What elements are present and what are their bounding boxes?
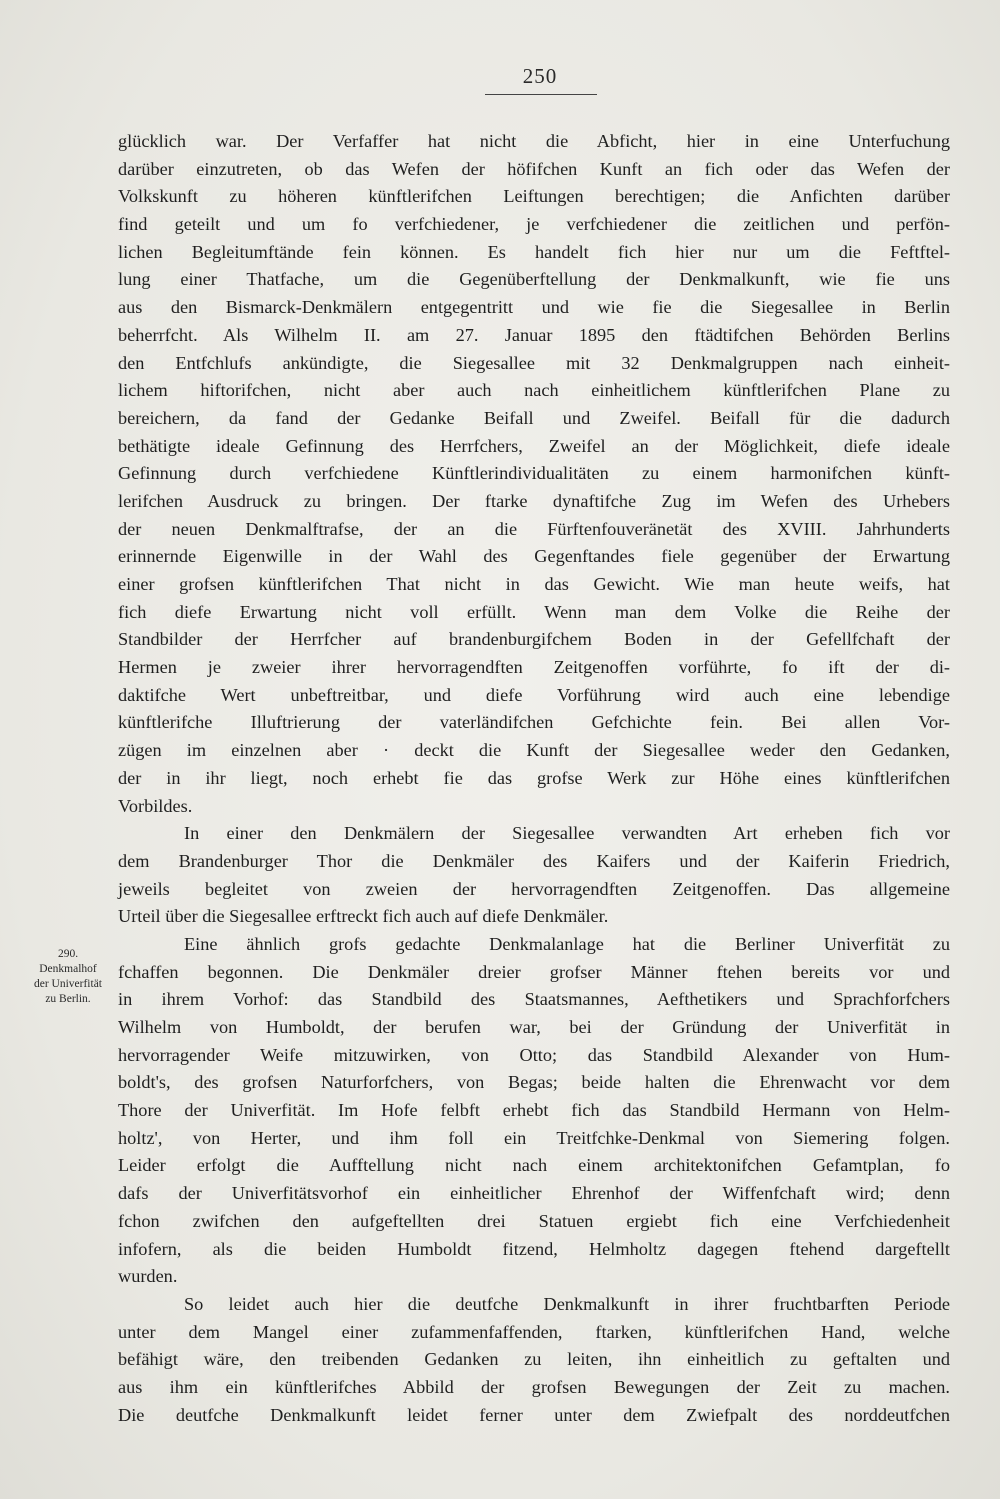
- text-line: So leidet auch hier die deutfche Denkmalkunft in ihrer fruchtbarften Periode: [184, 1293, 950, 1314]
- text-line: erinnernde Eigenwille in der Wahl des Gegenftandes fiele gegenüber der Erwartung: [118, 546, 950, 567]
- text-line: Wilhelm von Humboldt, der berufen war, bei der Gründung der Univerfität in: [118, 1017, 950, 1037]
- text-line: aus den Bismarck-Denkmälern entgegentritt und wie fie die Siegesallee in Berlin: [118, 297, 950, 318]
- text-line: Leider erfolgt die Aufftellung nicht nach einem architektonifchen Gefamtplan, fo: [118, 1155, 950, 1176]
- text-line: Eine ähnlich grofs gedachte Denkmalanlage hat die Berliner Univerfität zu: [184, 933, 950, 954]
- text-line: daktifche Wert unbeftreitbar, und diefe Vorführung wird auch eine lebendige: [118, 684, 950, 705]
- text-line: aus ihm ein künftlerifches Abbild der grofsen Bewegungen der Zeit zu machen.: [118, 1376, 950, 1397]
- text-line: den Entfchlufs ankündigte, die Siegesallee mit 32 Denkmalgruppen nach einheit-: [118, 352, 950, 373]
- text-line: lung einer Thatfache, um die Gegenüberftellung der Denkmalkunft, wie fie uns: [118, 269, 950, 290]
- text-line: Gefinnung durch verfchiedene Künftlerindividualitäten zu einem harmonifchen künft-: [118, 463, 950, 484]
- header-rule: [485, 94, 597, 95]
- text-line: dafs der Univerfitätsvorhof ein einheitlicher Ehrenhof der Wiffenfchaft wird; denn: [118, 1183, 950, 1204]
- marginal-note-line: der Univerfität: [33, 978, 102, 990]
- text-line: lerifchen Ausdruck zu bringen. Der ftarke dynaftifche Zug im Wefen des Urhebers: [118, 490, 950, 511]
- text-line: boldt's, des grofsen Naturforfchers, von Begas; beide halten die Ehrenwacht vor dem: [118, 1072, 950, 1093]
- text-line: fchaffen begonnen. Die Denkmäler dreier grofser Männer ftehen bereits vor und: [118, 961, 950, 982]
- body-text: [118, 128, 950, 1429]
- text-line: jeweils begleitet von zweien der hervorragendften Zeitgenoffen. Das allgemeine: [118, 878, 950, 899]
- text-line: hervorragender Weife mitzuwirken, von Otto; das Standbild Alexander von Hum-: [118, 1044, 950, 1065]
- text-line: lichem hiftorifchen, nicht aber auch nach einheitlichem künftlerifchen Plane zu: [118, 380, 950, 401]
- text-line: Standbilder der Herrfcher auf brandenburgifchem Boden in der Gefellfchaft der: [118, 629, 950, 650]
- marginal-note: [14, 947, 122, 1007]
- text-line: find geteilt und um fo verfchiedener, je verfchiedener die zeitlichen und perfön-: [118, 214, 950, 235]
- text-line: Thore der Univerfität. Im Hofe felbft erhebt fich das Standbild Hermann von Helm-: [118, 1100, 950, 1121]
- text-line: der in ihr liegt, noch erhebt fie das grofse Werk zur Höhe eines künftlerifchen: [118, 767, 950, 788]
- text-line: Volkskunft zu höheren künftlerifchen Leiftungen berechtigen; die Anfichten darüber: [118, 186, 950, 207]
- text-line: Vorbildes.: [118, 795, 193, 816]
- text-line: der neuen Denkmalftrafse, der an die Fürftenfouveränetät des XVIII. Jahrhunderts: [118, 518, 950, 539]
- text-line: einer grofsen künftlerifchen That nicht in das Gewicht. Wie man heute weifs, hat: [118, 574, 950, 594]
- text-line: Hermen je zweier ihrer hervorragendften Zeitgenoffen vorführte, fo ift der di-: [118, 657, 950, 678]
- marginal-note-line: zu Berlin.: [45, 993, 91, 1005]
- text-line: holtz', von Herter, und ihm foll ein Treitfchke-Denkmal von Siemering folgen.: [118, 1127, 950, 1148]
- text-line: infofern, als die beiden Humboldt fitzend, Helmholtz dagegen ftehend dargeftellt: [118, 1238, 950, 1259]
- text-line: bethätigte ideale Gefinnung des Herrfchers, Zweifel an der Möglichkeit, diefe ideale: [118, 435, 950, 456]
- text-line: fich diefe Erwartung nicht voll erfüllt. Wenn man dem Volke die Reihe der: [118, 601, 950, 622]
- text-line: fchon zwifchen den aufgeftellten drei Statuen ergiebt fich eine Verfchiedenheit: [118, 1210, 950, 1231]
- marginal-note-line: Denkmalhof: [39, 963, 97, 975]
- text-line: In einer den Denkmälern der Siegesallee verwandten Art erheben fich vor: [184, 823, 950, 844]
- text-line: zügen im einzelnen aber · deckt die Kunft der Siegesallee weder den Gedanken,: [118, 740, 950, 761]
- text-line: darüber einzutreten, ob das Wefen der höfifchen Kunft an fich oder das Wefen der: [118, 158, 950, 179]
- text-line: lichen Begleitumftände fein können. Es handelt fich hier nur um die Feftftel-: [118, 241, 950, 262]
- text-line: bereichern, da fand der Gedanke Beifall und Zweifel. Beifall für die dadurch: [118, 407, 950, 428]
- text-line: befähigt wäre, den treibenden Gedanken zu leiten, ihn einheitlich zu geftalten und: [118, 1349, 950, 1370]
- text-line: in ihrem Vorhof: das Standbild des Staatsmannes, Aefthetikers und Sprachforfchers: [118, 989, 950, 1010]
- text-line: glücklich war. Der Verfaffer hat nicht die Abficht, hier in eine Unterfuchung: [118, 131, 950, 151]
- text-line: unter dem Mangel einer zufammenfaffenden, ftarken, künftlerifchen Hand, welche: [118, 1321, 950, 1342]
- text-line: wurden.: [118, 1266, 178, 1287]
- page-number: 250: [522, 64, 558, 88]
- text-line: Urteil über die Siegesallee erftreckt fich auch auf diefe Denkmäler.: [118, 906, 609, 927]
- text-line: beherrfcht. Als Wilhelm II. am 27. Januar 1895 den ftädtifchen Behörden Berlins: [118, 324, 950, 345]
- text-line: künftlerifche Illuftrierung der vaterländifchen Gefchichte fein. Bei allen Vor-: [118, 712, 950, 733]
- marginal-note-number: 290.: [57, 948, 79, 960]
- text-line: dem Brandenburger Thor die Denkmäler des Kaifers und der Kaiferin Friedrich,: [118, 850, 950, 871]
- text-line: Die deutfche Denkmalkunft leidet ferner unter dem Zwiefpalt des norddeutfchen: [118, 1404, 950, 1425]
